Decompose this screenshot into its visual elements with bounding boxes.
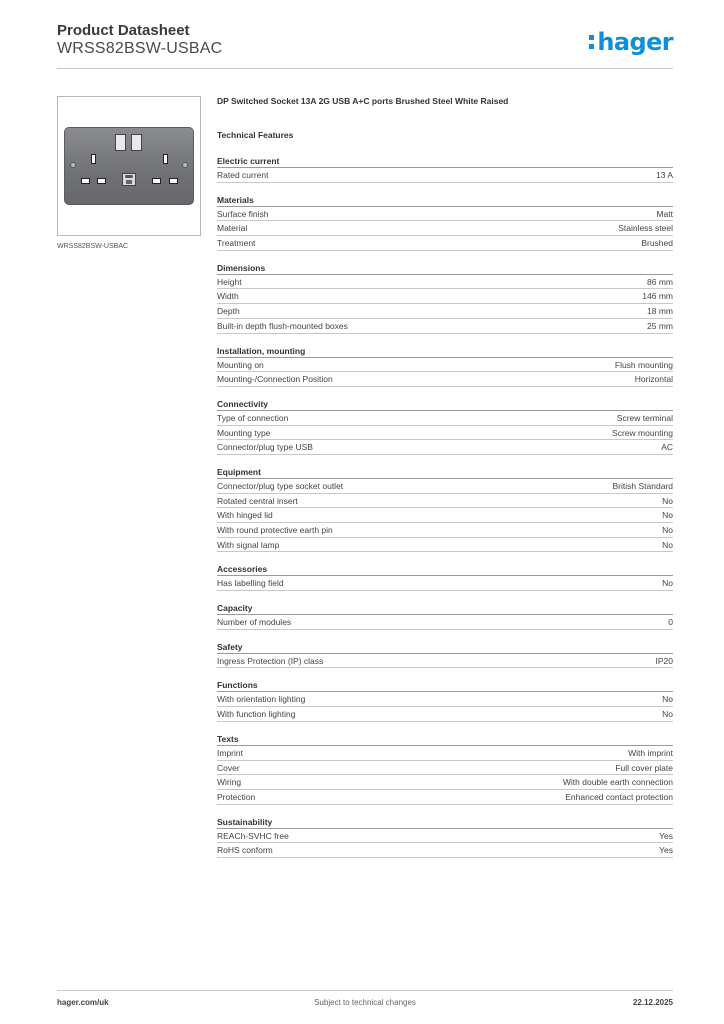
spec-label: Treatment bbox=[217, 238, 256, 249]
spec-row bbox=[217, 790, 673, 805]
spec-row bbox=[217, 207, 673, 222]
spec-row bbox=[217, 358, 673, 373]
spec-row bbox=[217, 426, 673, 441]
spec-row bbox=[217, 707, 673, 722]
spec-label: Connector/plug type socket outlet bbox=[217, 480, 344, 491]
spec-section bbox=[217, 193, 673, 251]
spec-label: With function lighting bbox=[217, 709, 296, 720]
spec-value: No bbox=[662, 694, 673, 705]
spec-row bbox=[217, 304, 673, 319]
header-divider bbox=[57, 68, 673, 69]
spec-label: Mounting on bbox=[217, 359, 264, 370]
spec-row bbox=[217, 289, 673, 304]
spec-section bbox=[217, 562, 673, 591]
spec-row bbox=[217, 236, 673, 251]
spec-row bbox=[217, 576, 673, 591]
screw-left-icon bbox=[70, 162, 76, 168]
section-title: Equipment bbox=[217, 465, 673, 479]
spec-value: 146 mm bbox=[642, 291, 673, 302]
spec-row bbox=[217, 319, 673, 334]
spec-row bbox=[217, 692, 673, 707]
spec-row bbox=[217, 523, 673, 538]
spec-row bbox=[217, 479, 673, 494]
footer-website: hager.com/uk bbox=[57, 998, 109, 1007]
spec-value: No bbox=[662, 709, 673, 720]
spec-label: Mounting type bbox=[217, 427, 271, 438]
spec-section bbox=[217, 344, 673, 387]
spec-value: No bbox=[662, 525, 673, 535]
spec-value: With imprint bbox=[628, 747, 673, 758]
pin-icon bbox=[81, 178, 90, 184]
spec-label: With orientation lighting bbox=[217, 694, 306, 705]
section-title: Capacity bbox=[217, 601, 673, 615]
spec-label: Cover bbox=[217, 762, 240, 773]
spec-value: Yes bbox=[659, 830, 673, 841]
spec-label: Protection bbox=[217, 791, 256, 802]
socket-illustration-icon bbox=[64, 127, 194, 205]
pin-icon bbox=[97, 178, 106, 184]
spec-row bbox=[217, 775, 673, 790]
spec-label: Has labelling field bbox=[217, 578, 284, 589]
spec-label: Height bbox=[217, 276, 242, 287]
spec-value: IP20 bbox=[655, 655, 673, 666]
spec-label: Built-in depth flush-mounted boxes bbox=[217, 320, 348, 331]
spec-value: Horizontal bbox=[634, 374, 673, 385]
spec-label: Mounting-/Connection Position bbox=[217, 374, 333, 385]
image-caption: WRSS82BSW-USBAC bbox=[57, 243, 129, 250]
spec-label: Width bbox=[217, 291, 239, 302]
spec-row bbox=[217, 494, 673, 509]
pin-icon bbox=[169, 178, 178, 184]
spec-section bbox=[217, 261, 673, 334]
section-title: Materials bbox=[217, 193, 673, 207]
usb-c-port-icon bbox=[125, 175, 133, 178]
spec-label: Type of connection bbox=[217, 412, 289, 423]
spec-label: REACh-SVHC free bbox=[217, 830, 289, 841]
spec-section bbox=[217, 640, 673, 669]
section-title: Installation, mounting bbox=[217, 344, 673, 358]
spec-row bbox=[217, 843, 673, 858]
spec-value: Matt bbox=[656, 208, 673, 219]
spec-value: British Standard bbox=[612, 480, 673, 491]
specifications bbox=[217, 96, 673, 858]
spec-label: Rated current bbox=[217, 170, 269, 180]
section-title: Dimensions bbox=[217, 261, 673, 275]
hager-logo bbox=[588, 28, 673, 56]
spec-label: Ingress Protection (IP) class bbox=[217, 655, 324, 666]
document-title: Product Datasheet bbox=[57, 22, 190, 39]
spec-label: With round protective earth pin bbox=[217, 525, 333, 535]
spec-value: No bbox=[662, 495, 673, 506]
spec-label: Surface finish bbox=[217, 208, 269, 219]
spec-section bbox=[217, 397, 673, 455]
spec-label: Material bbox=[217, 223, 248, 234]
logo-text: hager bbox=[597, 28, 673, 56]
spec-value: With double earth connection bbox=[562, 777, 673, 788]
screw-right-icon bbox=[182, 162, 188, 168]
section-title: Safety bbox=[217, 640, 673, 654]
spec-value: Yes bbox=[659, 845, 673, 856]
page-header bbox=[57, 22, 673, 70]
spec-row bbox=[217, 538, 673, 553]
spec-section bbox=[217, 678, 673, 721]
spec-value: 86 mm bbox=[647, 276, 673, 287]
earth-pin-left-icon bbox=[91, 154, 96, 164]
spec-value: Full cover plate bbox=[615, 762, 673, 773]
spec-label: With hinged lid bbox=[217, 510, 273, 521]
section-title: Accessories bbox=[217, 562, 673, 576]
spec-value: Screw terminal bbox=[616, 412, 673, 423]
spec-label: Depth bbox=[217, 306, 240, 317]
spec-value: 13 A bbox=[655, 170, 673, 180]
spec-value: Screw mounting bbox=[612, 427, 673, 438]
section-title: Sustainability bbox=[217, 815, 673, 829]
spec-row bbox=[217, 829, 673, 844]
spec-value: 18 mm bbox=[647, 306, 673, 317]
spec-section bbox=[217, 732, 673, 805]
spec-section bbox=[217, 601, 673, 630]
footer-note: Subject to technical changes bbox=[314, 998, 416, 1007]
spec-value: Enhanced contact protection bbox=[565, 791, 673, 802]
spec-value: Brushed bbox=[641, 238, 673, 249]
spec-value: No bbox=[662, 578, 673, 589]
section-title: Functions bbox=[217, 678, 673, 692]
document-subtitle: WRSS82BSW-USBAC bbox=[57, 40, 223, 57]
spec-value: Stainless steel bbox=[618, 223, 673, 234]
spec-value: 0 bbox=[668, 617, 673, 628]
spec-section bbox=[217, 465, 673, 552]
footer-date: 22.12.2025 bbox=[632, 998, 673, 1007]
product-title: DP Switched Socket 13A 2G USB A+C ports Brushed Steel White Raised bbox=[217, 96, 509, 106]
spec-label: Imprint bbox=[217, 747, 243, 758]
spec-label: RoHS conform bbox=[217, 845, 273, 856]
spec-label: Connector/plug type USB bbox=[217, 442, 313, 453]
spec-row bbox=[217, 654, 673, 669]
section-title: Texts bbox=[217, 732, 673, 746]
earth-pin-right-icon bbox=[163, 154, 168, 164]
spec-value: No bbox=[662, 510, 673, 521]
spec-value: AC bbox=[661, 442, 673, 453]
spec-label: Rotated central insert bbox=[217, 495, 298, 506]
spec-label: With signal lamp bbox=[217, 539, 280, 550]
technical-features-heading: Technical Features bbox=[217, 130, 294, 140]
spec-row bbox=[217, 746, 673, 761]
spec-row bbox=[217, 372, 673, 387]
section-title: Electric current bbox=[217, 154, 673, 168]
spec-value: 25 mm bbox=[647, 320, 673, 331]
switch-right-icon bbox=[131, 134, 142, 151]
product-image bbox=[57, 96, 201, 236]
spec-row bbox=[217, 221, 673, 236]
section-title: Connectivity bbox=[217, 397, 673, 411]
spec-value: Flush mounting bbox=[614, 359, 673, 370]
pin-icon bbox=[152, 178, 161, 184]
spec-row bbox=[217, 168, 673, 183]
usb-a-port-icon bbox=[126, 180, 132, 184]
spec-row bbox=[217, 411, 673, 426]
spec-section bbox=[217, 154, 673, 183]
spec-row bbox=[217, 508, 673, 523]
spec-row bbox=[217, 440, 673, 455]
spec-value: No bbox=[662, 539, 673, 550]
spec-row bbox=[217, 615, 673, 630]
spec-label: Wiring bbox=[217, 777, 242, 788]
switch-left-icon bbox=[115, 134, 126, 151]
spec-row bbox=[217, 761, 673, 776]
footer-divider bbox=[57, 990, 673, 991]
logo-dots-icon bbox=[588, 33, 595, 49]
spec-label: Number of modules bbox=[217, 617, 292, 628]
spec-sections bbox=[217, 154, 673, 858]
spec-row bbox=[217, 275, 673, 290]
spec-section bbox=[217, 815, 673, 858]
